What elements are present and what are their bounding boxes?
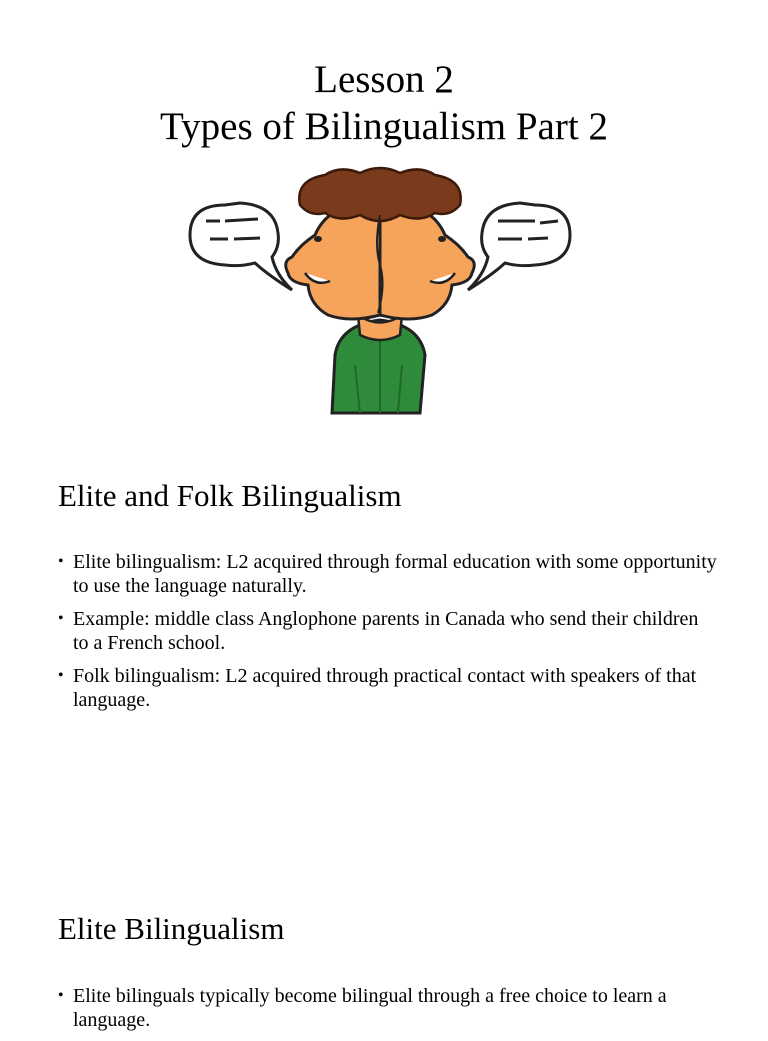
slide-heading: Elite Bilingualism	[58, 911, 285, 946]
slide-elite-and-folk	[0, 440, 768, 880]
bullet-item: • Elite bilinguals typically become bilingual through a free choice to learn a language.	[58, 984, 718, 1032]
slide-title-line-2: Types of Bilingualism Part 2	[160, 105, 608, 148]
left-speech-bubble-icon	[190, 203, 292, 290]
bullet-item: • Folk bilingualism: L2 acquired through practical contact with speakers of that language.	[58, 664, 718, 712]
right-eye-icon	[438, 236, 446, 242]
two-headed-bilingual-person-icon	[180, 165, 580, 415]
right-face-shape	[380, 204, 474, 319]
slide-elite-bilingualism	[0, 880, 768, 1031]
bullet-item: • Example: middle class Anglophone parents in Canada who send their children to a French school.	[58, 607, 718, 655]
left-face-shape	[286, 204, 380, 319]
right-speech-bubble-icon	[468, 203, 570, 290]
bullet-list	[58, 550, 718, 721]
left-eye-icon	[314, 236, 322, 242]
slide-title	[0, 0, 768, 440]
slide-heading: Elite and Folk Bilingualism	[58, 478, 402, 513]
bullet-list	[58, 984, 718, 1041]
hair-shape	[299, 168, 460, 221]
bullet-item: • Elite bilingualism: L2 acquired through formal education with some opportunity to use the language naturally.	[58, 550, 718, 598]
slide-title-line-1: Lesson 2	[314, 58, 454, 101]
